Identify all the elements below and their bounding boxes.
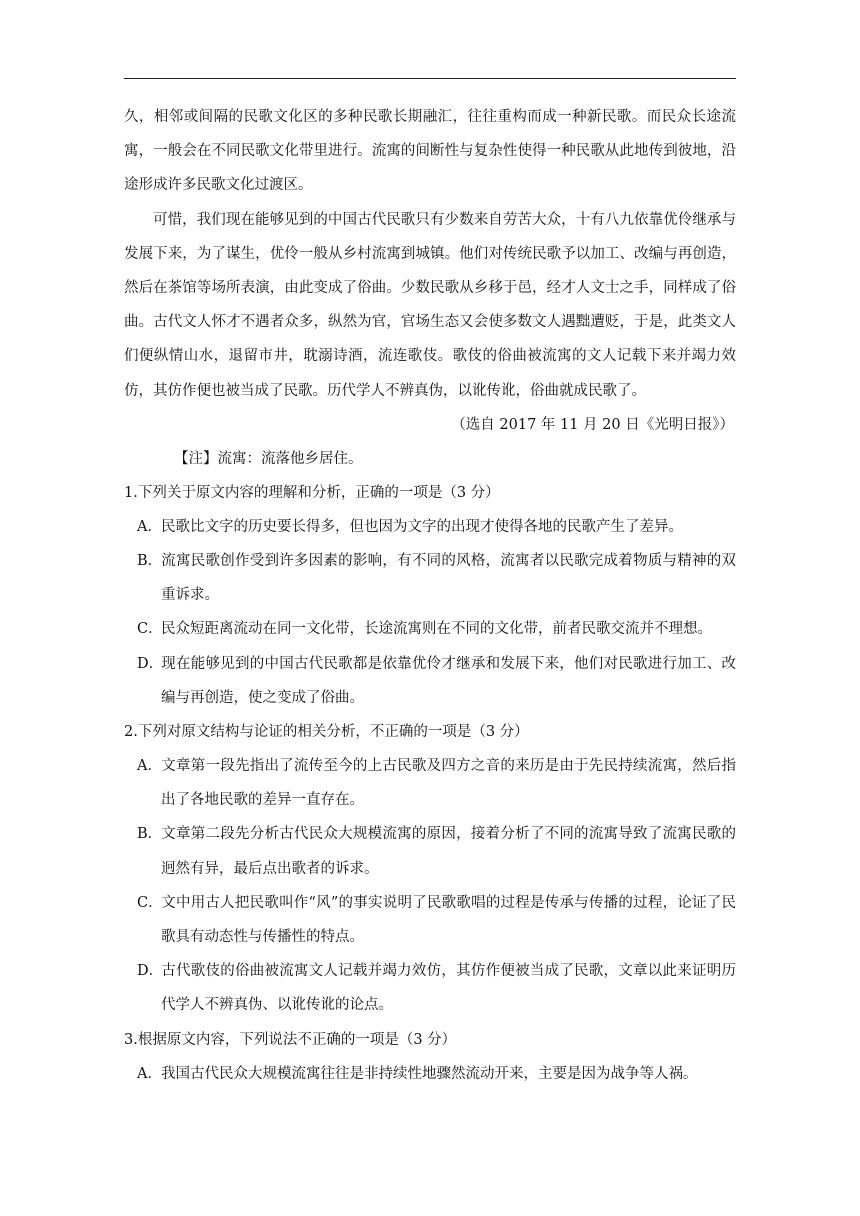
option-text: 我国古代民众大规模流寓往往是非持续性地骤然流动开来，主要是因为战争等人祸。 bbox=[161, 1065, 698, 1082]
question-stem: 2.下列对原文结构与论证的相关分析，不正确的一项是（3 分） bbox=[124, 724, 529, 741]
passage-paragraph-1: 久，相邻或间隔的民歌文化区的多种民歌长期融汇，往往重构而成一种新民歌。而民众长途流寓，一般会在不同民歌文化带里进行。流寓的间断性与复杂性使得一种民歌从此地传到彼地，沿途形成许多民歌文化过渡区。 bbox=[124, 109, 736, 194]
question-2 bbox=[124, 715, 736, 1023]
option-b bbox=[124, 544, 736, 612]
option-b bbox=[124, 817, 736, 885]
option-a bbox=[124, 749, 736, 817]
option-d bbox=[124, 954, 736, 1022]
option-text: 民歌比文字的历史要长得多，但也因为文字的出现才使得各地的民歌产生了差异。 bbox=[161, 518, 683, 535]
question-stem: 3.根据原文内容，下列说法不正确的一项是（3 分） bbox=[124, 1031, 457, 1048]
option-letter: D． bbox=[137, 655, 164, 672]
option-text: 流寓民歌创作受到许多因素的影响，有不同的风格，流寓者以民歌完成着物质与精神的双重诉求。 bbox=[161, 553, 736, 604]
option-letter: A． bbox=[137, 518, 162, 535]
option-letter: A． bbox=[137, 758, 162, 775]
option-c bbox=[124, 886, 736, 954]
header-rule bbox=[124, 78, 736, 79]
question-3 bbox=[124, 1023, 736, 1091]
option-a bbox=[124, 1057, 736, 1091]
option-text: 现在能够见到的中国古代民歌都是依靠优伶才继承和发展下来，他们对民歌进行加工、改编与再创造，使之变成了俗曲。 bbox=[161, 655, 736, 706]
question-stem: 1.下列关于原文内容的理解和分析，正确的一项是（3 分） bbox=[124, 484, 500, 501]
footnote: 【注】流寓：流落他乡居住。 bbox=[174, 450, 363, 467]
option-text: 文章第二段先分析古代民众大规模流寓的原因，接着分析了不同的流寓导致了流寓民歌的迥然有异，最后点出歌者的诉求。 bbox=[161, 826, 736, 877]
option-letter: C． bbox=[137, 894, 163, 911]
option-a bbox=[124, 510, 736, 544]
option-letter: B． bbox=[137, 826, 163, 843]
option-letter: C． bbox=[137, 621, 163, 638]
passage bbox=[124, 100, 736, 408]
option-text: 文章第一段先指出了流传至今的上古民歌及四方之音的来历是由于先民持续流寓，然后指出了各地民歌的差异一直存在。 bbox=[161, 758, 736, 809]
option-d bbox=[124, 647, 736, 715]
source-citation: （选自 2017 年 11 月 20 日《光明日报》） bbox=[451, 416, 734, 433]
option-c bbox=[124, 612, 736, 646]
option-text: 文中用古人把民歌叫作“风”的事实说明了民歌歌唱的过程是传承与传播的过程，论证了民歌具有动态性与传播性的特点。 bbox=[161, 894, 736, 946]
option-letter: D． bbox=[137, 963, 164, 980]
passage-paragraph-2: 可惜，我们现在能够见到的中国古代民歌只有少数来自劳苦大众，十有八九依靠优伶继承与发展下来，为了谋生，优伶一般从乡村流寓到城镇。他们对传统民歌予以加工、改编与再创造，然后在茶馆等场所表演，由此变成了俗曲。少数民歌从乡移于邑，经才人文士之手，同样成了俗曲。古代文人怀才不遇者众多，纵然为官，官场生态又会使多数文人遇黜遭贬，于是，此类文人们便纵情山水，退留市井，耽溺诗酒，流连歌伎。歌伎的俗曲被流寓的文人记载下来并竭力效仿，其仿作便也被当成了民歌。历代学人不辨真伪，以讹传讹，俗曲就成民歌了。 bbox=[124, 211, 736, 399]
question-1 bbox=[124, 476, 736, 715]
option-text: 古代歌伎的俗曲被流寓文人记载并竭力效仿，其仿作便被当成了民歌，文章以此来证明历代学人不辨真伪、以讹传讹的论点。 bbox=[161, 963, 736, 1014]
document-page bbox=[124, 100, 736, 1091]
option-letter: B． bbox=[137, 553, 163, 570]
option-text: 民众短距离流动在同一文化带，长途流寓则在不同的文化带，前者民歌交流并不理想。 bbox=[161, 621, 712, 638]
option-letter: A． bbox=[137, 1065, 162, 1082]
